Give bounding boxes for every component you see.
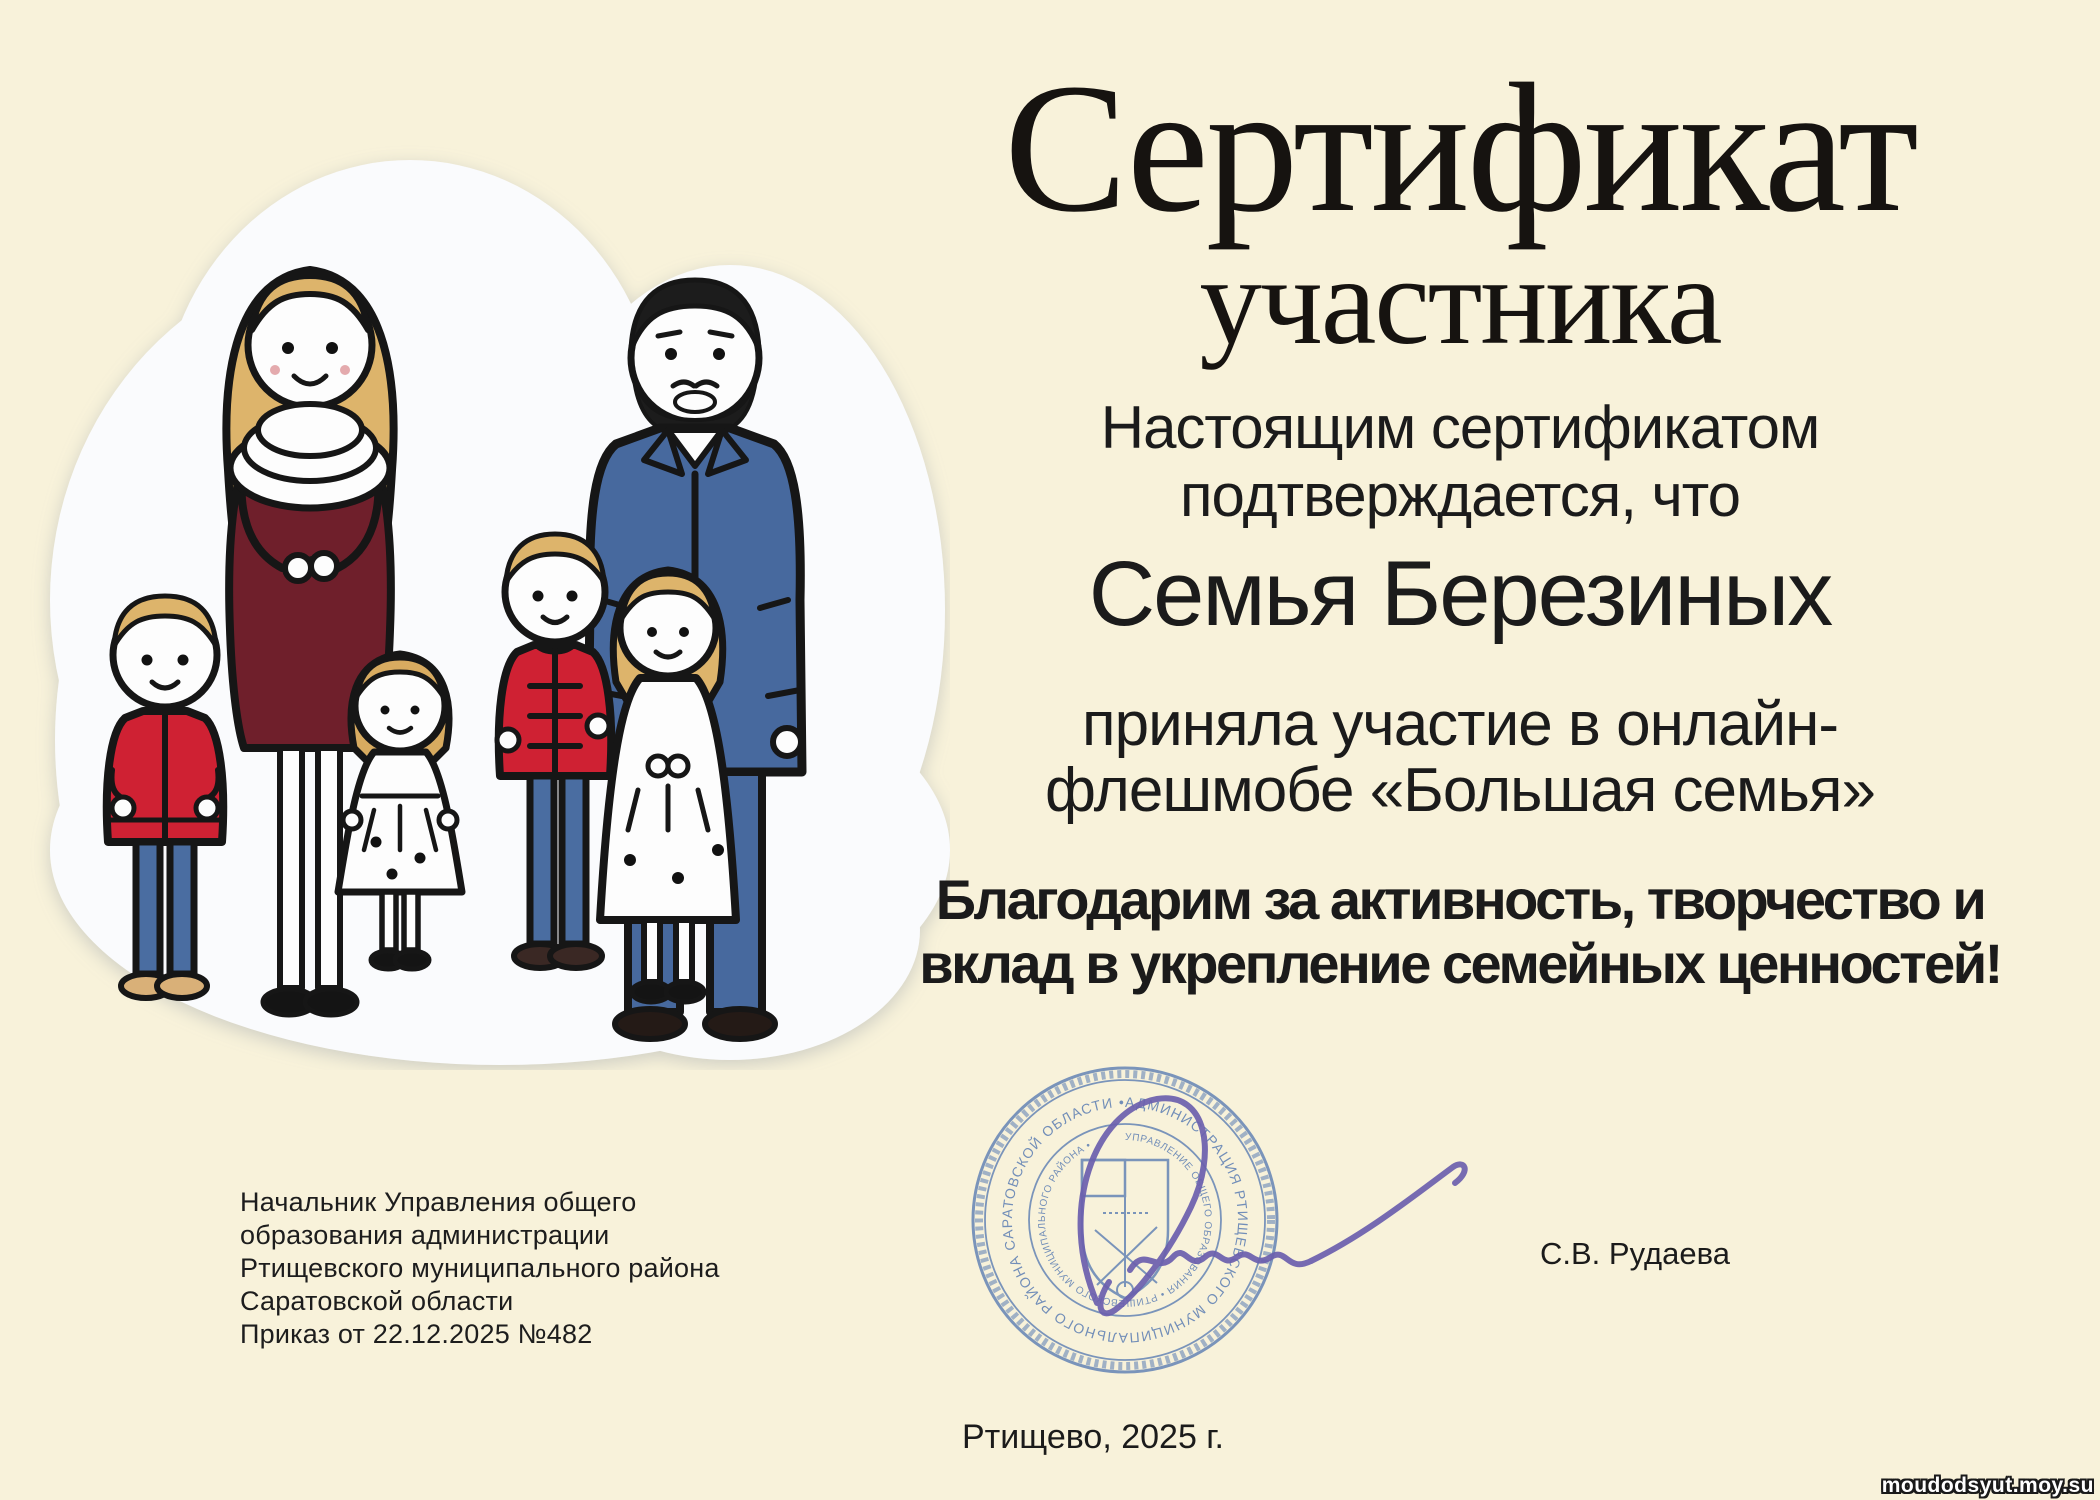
certificate-title: Сертификат — [1004, 46, 1916, 251]
place-date: Ртищево, 2025 г. — [961, 1418, 1224, 1456]
participation-line-2: флешмобе «Большая семья» — [1045, 756, 1875, 825]
official-stamp — [945, 1035, 1525, 1415]
signatory-name: С.В. Рудаева — [1540, 1236, 1730, 1271]
gratitude-line-2: вклад в укрепление семейных ценностей! — [919, 932, 2001, 995]
family-illustration — [30, 130, 950, 1070]
recipient-name: Семья Березиных — [1088, 543, 1832, 645]
stamp-emblem — [1082, 1160, 1168, 1298]
certificate-subtitle: участника — [1199, 233, 1721, 371]
signatory-block — [240, 1186, 720, 1351]
signature-stroke — [1081, 1098, 1465, 1313]
signatory-line: Начальник Управления общего — [240, 1187, 637, 1217]
gratitude-text — [910, 868, 2010, 996]
signatory-line: Ртищевского муниципального района — [240, 1253, 720, 1283]
participation-text — [910, 692, 2010, 824]
site-watermark: moudodsyut.moy.su — [1881, 1474, 2094, 1497]
stamp-inner-text: УПРАВЛЕНИЕ ОБЩЕГО ОБРАЗОВАНИЯ • РТИЩЕВСКОГО МУНИЦИПАЛЬНОГО РАЙОНА • — [1036, 1131, 1214, 1309]
intro-line-2: подтверждается, что — [1180, 462, 1740, 529]
signatory-line: Приказ от 22.12.2025 №482 — [240, 1319, 593, 1349]
participation-line-1: приняла участие в онлайн- — [1082, 690, 1838, 759]
stamp-outer-text: АДМИНИСТРАЦИЯ РТИЩЕВСКОГО МУНИЦИПАЛЬНОГО РАЙОНА САРАТОВСКОЙ ОБЛАСТИ • — [998, 1093, 1252, 1347]
intro-text — [910, 394, 2010, 530]
intro-line-1: Настоящим сертификатом — [1100, 394, 1820, 461]
signatory-line: Саратовской области — [240, 1286, 514, 1316]
signatory-line: образования администрации — [240, 1220, 610, 1250]
gratitude-line-1: Благодарим за активность, творчество и — [935, 868, 1985, 931]
